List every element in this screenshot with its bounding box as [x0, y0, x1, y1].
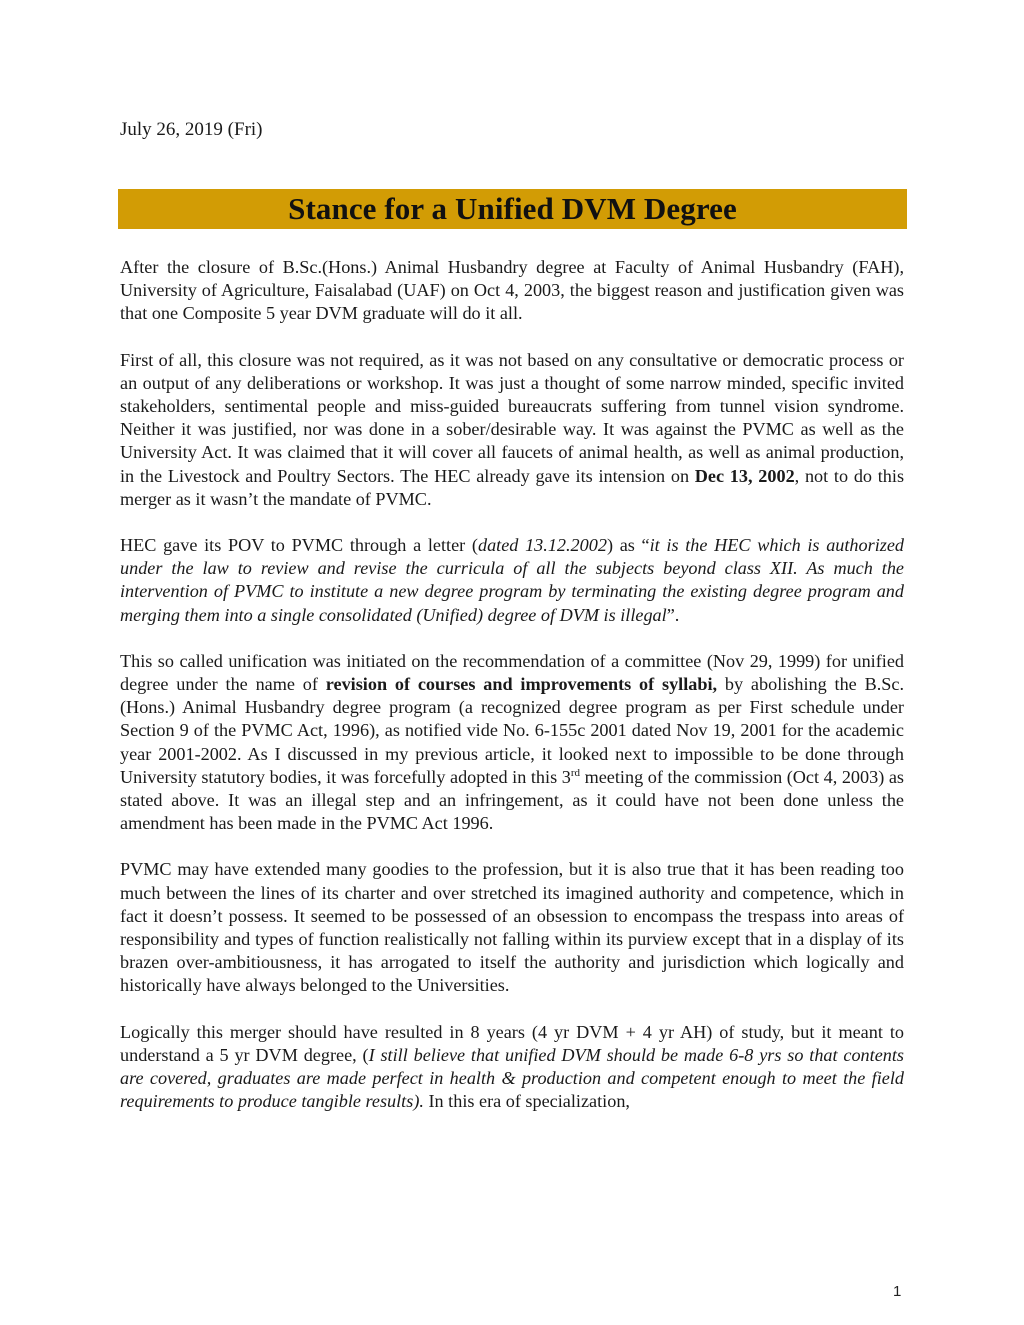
paragraph-2-bold-date: Dec 13, 2002: [694, 465, 795, 486]
paragraph-3-text-a: HEC gave its POV to PVMC through a letter (: [120, 535, 478, 556]
paragraph-4-superscript: rd: [570, 766, 580, 779]
paragraph-1: After the closure of B.Sc.(Hons.) Animal Husbandry degree at Faculty of Animal Husbandry (FAH), University of Agriculture, Faisalabad (UAF) on Oct 4, 2003, the biggest reason and justification given was that one Composite 5 year DVM graduate will do it all.: [120, 257, 904, 324]
paragraph-3-text-b: ) as “: [606, 535, 650, 556]
document-date: July 26, 2019 (Fri): [120, 119, 263, 140]
paragraph-3: [120, 534, 904, 627]
paragraph-6-text-b: In this era of specialization,: [423, 1091, 630, 1112]
article-body: [120, 256, 904, 1137]
paragraph-6-text-a: Logically this merger should have resulted in 8 years (4 yr DVM + 4 yr AH) of study, but it meant to understand a 5 yr DVM degree, (: [120, 1021, 904, 1065]
paragraph-4-bold-phrase: revision of courses and improvements of syllabi,: [325, 674, 718, 695]
paragraph-4-text-a: This so called unification was initiated on the recommendation of a committee (Nov 29, 1999) for unified degree under the name of: [120, 650, 904, 695]
document-title: Stance for a Unified DVM Degree: [288, 191, 737, 226]
paragraph-3-text-c: ”.: [666, 604, 680, 625]
paragraph-2-text-b: , not to do this merger as it wasn’t the mandate of PVMC.: [120, 465, 905, 509]
paragraph-3-quote: it is the HEC which is authorized under the law to review and revise the curricula of all the subjects beyond class XII. As much the intervention of PVMC to institute a new degree program by terminating the existing degree program and merging them into a single consolidated (Unified) degree of DVM is illegal: [120, 535, 904, 625]
page-number: 1: [893, 1283, 902, 1300]
paragraph-3-letter-date: dated 13.12.2002: [477, 535, 607, 556]
paragraph-4-text-c: meeting of the commission (Oct 4, 2003) as stated above. It was an illegal step and an infringement, as it could have not been done unless the amendment has been made in the PVMC Act 1996.: [120, 766, 904, 834]
paragraph-4-text-b: by abolishing the B.Sc.(Hons.) Animal Husbandry degree program (a recognized degree program as per First schedule under Section 9 of the PVMC Act, 1996), as notified vide No. 6-155c 2001 dated Nov 19, 2001 for the academic year 2001-2002. As I discussed in my previous article, it looked next to impossible to be done through University statutory bodies, it was forcefully adopted in this 3: [120, 674, 904, 787]
paragraph-4: [120, 650, 904, 836]
paragraph-2: [120, 349, 904, 511]
paragraph-6-italic-note: I still believe that unified DVM should be made 6-8 yrs so that contents are covered, graduates are made perfect in health & production and competent enough to meet the field requirements to produce tangible results).: [120, 1044, 905, 1112]
paragraph-6: [120, 1021, 904, 1114]
title-banner: [118, 189, 907, 229]
paragraph-2-text-a: First of all, this closure was not required, as it was not based on any consultative or democratic process or an output of any deliberations or workshop. It was just a thought of some narrow minded, specific invited stakeholders, sentimental people and miss-guided bureaucrats suffering from tunnel vision syndrome. Neither it was justified, nor was done in a sober/desirable way. It was against the PVMC as well as the University Act. It was claimed that it will cover all faucets of animal health, as well as animal production, in the Livestock and Poultry Sectors. The HEC already gave its intension on: [120, 349, 904, 486]
paragraph-5: PVMC may have extended many goodies to the profession, but it is also true that it has been reading too much between the lines of its charter and over stretched its imagined authority and competence, which in fact it doesn’t possess. It seemed to be possessed of an obsession to encompass the trespass into areas of responsibility and types of function realistically not falling within its purview except that in a display of its brazen over-ambitiousness, it has arrogated to itself the authority and jurisdiction which logically and historically have always belonged to the Universities.: [120, 859, 904, 996]
